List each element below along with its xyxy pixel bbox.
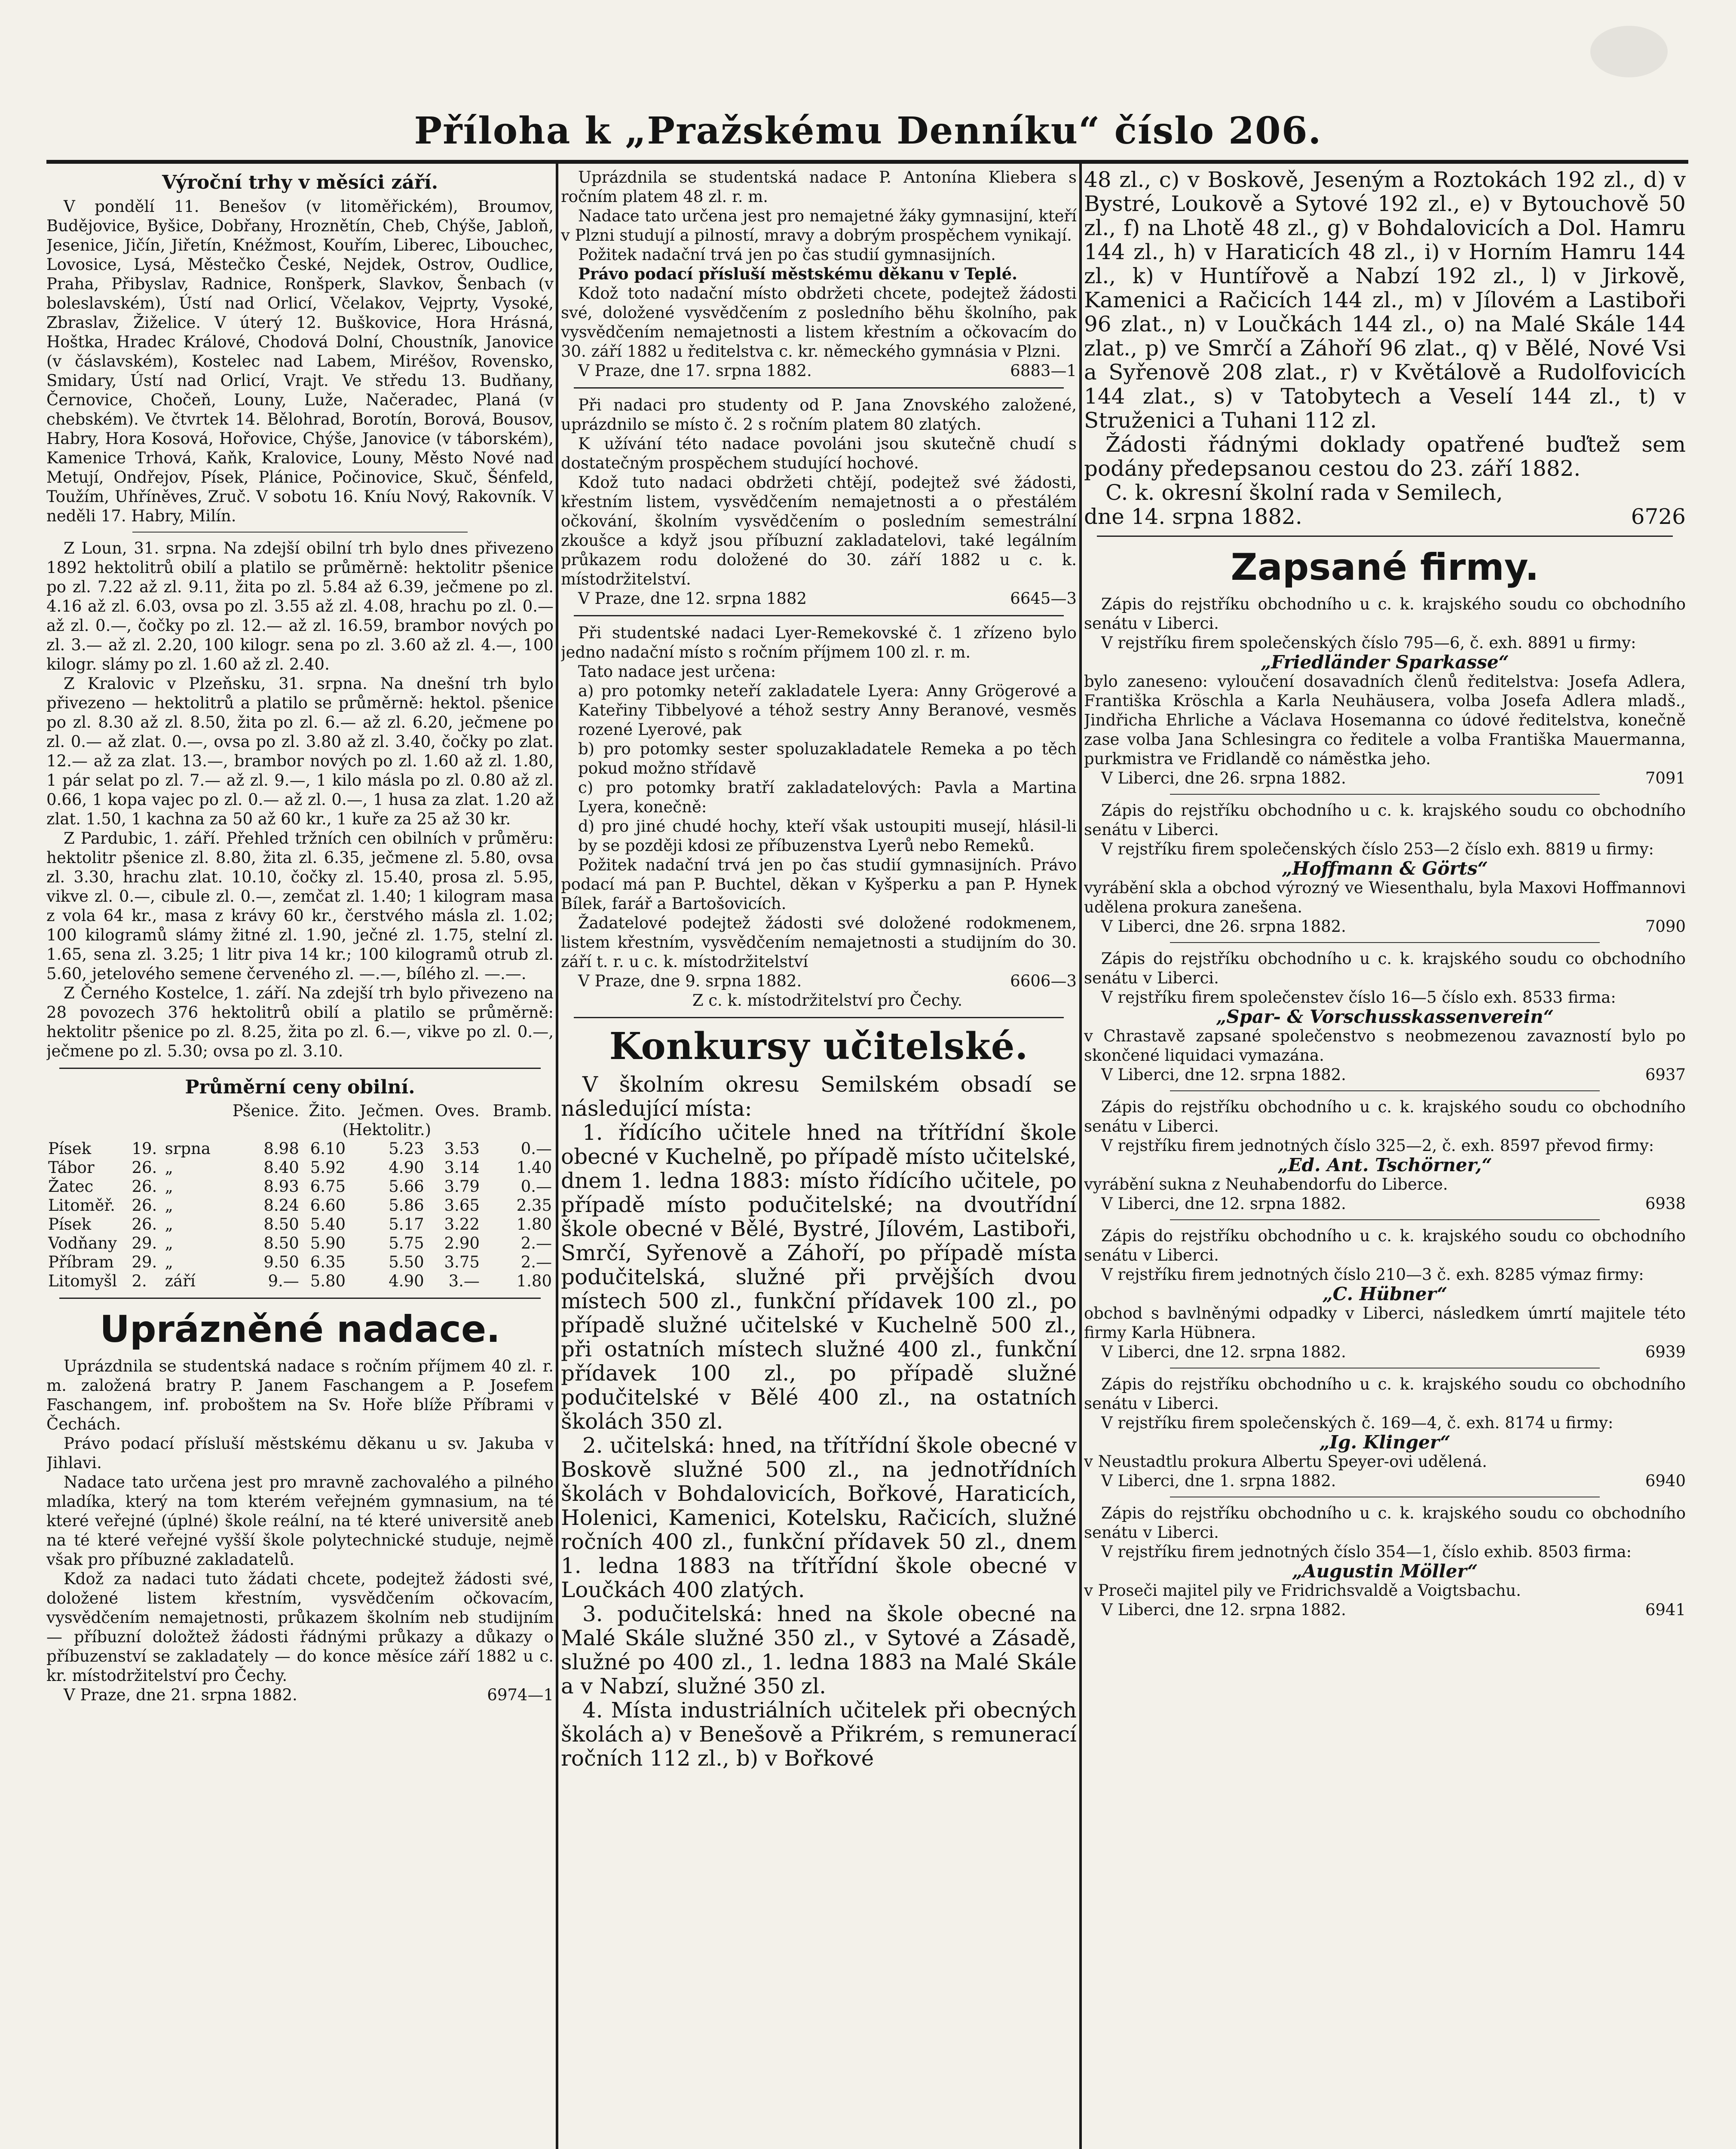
nadace-znovsky: [561, 395, 1077, 608]
separator: [574, 615, 1064, 616]
price-cell: 29.: [132, 1234, 157, 1252]
n2-p3: Kdož tuto nadaci obdržeti chtějí, podejtež své žádosti, křestním listem, vysvědčením nemajetnosti a o přestálém očkování, školním vysvědčením o posledním semestrální zkoušce a když jsou příbuzní zakladatelovi, také legálním průkazem rodu doložené do 30. září 1882 u c. k. místodržitelství.: [561, 473, 1077, 588]
firm-body: vyrábění sukna z Neuhabendorfu do Liberce.: [1084, 1175, 1448, 1194]
konkursy-number: 6726: [1631, 504, 1686, 529]
column-rule-1: [556, 163, 558, 2149]
n3-item: d) pro jiné chudé hochy, kteří však ustoupiti musejí, hlásil-li by se později kdosi ze příbuzenstva Lyerů nebo Remeků.: [578, 817, 1077, 855]
price-cell: 2.: [132, 1272, 147, 1290]
report-loun: Z Loun, 31. srpna. Na zdejší obilní trh bylo dnes přivezeno 1892 hektolitrů obilí a platilo se průměrně: hektolitr pšenice po zl. 7.22 až zl. 9.11, žita po zl. 5.84 až 6.39, ječmene po zl. 4.16 až zl. 6.03, ovsa po zl. 3.55 až zl. 4.08, hrachu po zl. 0.— až zl. 0.—, čočky po zl. 12.— až zl. 16.59, brambor nových po zl. 3.— až zl. 2.20, 100 kilogr. sena po zl. 3.60 až zl. 4.—, 100 kilogr. slámy po zl. 1.60 až zl. 2.40.: [46, 539, 554, 673]
firm-body: obchod s bavlněnými odpadky v Liberci, následkem úmrtí majitele této firmy Karla Hübnera.: [1084, 1304, 1686, 1342]
konkursy-from: C. k. okresní školní rada v Semilech,: [1105, 480, 1503, 505]
separator: [1170, 794, 1600, 795]
price-cell: 4.90: [389, 1272, 424, 1290]
firms-list: [1084, 594, 1686, 1619]
price-cell: „: [165, 1158, 173, 1177]
ceny-heading: Průměrní ceny obilní.: [185, 1076, 415, 1098]
n1-p5: Kdož toto nadační místo obdržeti chcete, podejtež žádosti své, doložené vysvědčením z posledního běhu školního, pak vysvědčením nemajetnosti a listem křestním a očkovacím do 30. září 1882 u ředitelstva c. kr. německého gymnásia v Plzni.: [561, 284, 1077, 361]
firm-name: „Ig. Klinger“: [1319, 1432, 1451, 1453]
column-3: [1084, 168, 1686, 2149]
price-cell: Písek: [48, 1215, 92, 1234]
n3-sig-date: V Praze, dne 9. srpna 1882.: [578, 972, 802, 990]
price-row: [46, 1234, 554, 1253]
price-column-header: Pšenice.: [232, 1102, 299, 1120]
firm-intro: Zápis do rejstříku obchodního u c. k. krajského soudu co obchodního senátu v Liberci.: [1084, 801, 1686, 839]
firm-date: V Liberci, dne 26. srpna 1882.: [1101, 769, 1346, 787]
konkursy-p2: 1. řídícího učitele hned na třítřídní škole obecné v Kuchelně, po případě místo učitelské, dnem 1. ledna 1883: místo řídícího učitele, po případě místo podučitelské; na dvoutřídní škole obecné v Bělé, Bystré, Jílovém, Lastiboři, Smrčí, Syřenově a Záhoří, po případě místa podučitelská, služné při prvějších dvou místech 500 zl., funkční přídavek 100 zl., po případě služné učitelské v Kuchelně 500 zl., při ostatních místech služné 400 zl., funkční přídavek 100 zl., po případě služné podučitelské v Bělé 400 zl., na ostatních školách 350 zl.: [561, 1120, 1077, 1434]
konkursy-p5: 4. Místa industriálních učitelek při obecných školách a) v Benešově a Přikrém, s remunerací ročních 112 zl., b) v Bořkové: [561, 1698, 1077, 1771]
n1-p2: Nadace tato určena jest pro nemajetné žáky gymnasijní, kteří v Plzni studují a pilností, mravy a dobrým prospěchem vynikají.: [561, 207, 1077, 245]
firm-register: V rejstříku firem společenských č. 169—4, č. exh. 8174 u firmy:: [1101, 1414, 1614, 1432]
firm-name: „C. Hübner“: [1322, 1283, 1448, 1304]
price-column-header: Bramb.: [493, 1102, 552, 1120]
firm-intro: Zápis do rejstříku obchodního u c. k. krajského soudu co obchodního senátu v Liberci.: [1084, 1375, 1686, 1413]
price-cell: 0.—: [520, 1139, 552, 1158]
price-row: [46, 1177, 554, 1196]
price-cell: 5.17: [389, 1215, 424, 1234]
price-column-header: [163, 1102, 220, 1120]
price-cell: 3.22: [444, 1215, 480, 1234]
separator: [59, 1068, 541, 1069]
firm-entry: [1084, 1226, 1686, 1362]
firm-name: „Hoffmann & Görts“: [1282, 858, 1488, 879]
paper-stain: [1590, 26, 1668, 77]
firm-entry: [1084, 1097, 1686, 1213]
price-cell: 26.: [132, 1177, 157, 1196]
firm-entry: [1084, 949, 1686, 1084]
price-cell: 3.14: [444, 1158, 480, 1177]
price-table-header: [46, 1102, 554, 1120]
nadace-heading: Uprázněné nadace.: [100, 1308, 500, 1351]
separator: [1097, 536, 1673, 537]
n2-p2: K užívání této nadace povoláni jsou skutečně chudí s dostatečným prospěchem studující hochové.: [561, 435, 1077, 472]
firm-date: V Liberci, dne 12. srpna 1882.: [1101, 1065, 1346, 1084]
market-reports: [46, 539, 554, 1061]
firm-number: 6938: [1645, 1194, 1686, 1213]
n3-p2: Tato nadace jest určena:: [578, 662, 776, 681]
price-cell: 2.—: [520, 1253, 552, 1271]
price-cell: Litomyšl: [48, 1272, 117, 1290]
nadace-p4: Kdož za nadaci tuto žádati chcete, podejtež žádosti své, doložené listem křestním, vysvědčením očkovacím, vysvědčením nemajetnosti, průkazem školním neb studijním — příbuzní doložtež žádosti řádnými průkazy a důkazy o příbuzenství se zakladately — do konce měsíce září 1882 u c. kr. místodržitelství pro Čechy.: [46, 1570, 554, 1685]
price-column-header: [130, 1102, 163, 1120]
price-cell: 8.98: [263, 1139, 299, 1158]
konkursy-cont: 48 zl., c) v Boskově, Jeseným a Roztokách 192 zl., d) v Bystré, Loukově a Sytové 192 zl., e) v Bytouchově 50 zl., f) na Lhotě 48 zl., g) v Bohdalovicích a Dol. Hamru 144 zl., h) v Haraticích 48 zl., i) v Horním Hamru 144 zl., k) v Huntířově a Nabzí 192 zl., l) v Jirkově, Kamenici a Račicích 144 zl., m) v Jílovém a Lastiboři 96 zlat., n) v Loučkách 144 zl., o) na Malé Skále 144 zlat., p) ve Smrčí a Záhoří 96 zlat., q) v Bělé, Nové Vsi a Syřenově 208 zlat., r) v Květálově a Rudolfovicích 144 zlat., s) v Tatobytech a Veselí 144 zl., t) v Struženici a Tuhani 112 zl.: [1084, 168, 1686, 433]
price-cell: 8.93: [263, 1177, 299, 1196]
firm-body: bylo zaneseno: vyloučení dosavadních členů ředitelstva: Josefa Adlera, Františka Kröschla a Karla Neuhäusera, volba Josefa Adlera mladš., Jindřicha Ehrliche a Václava Hosemanna co údové ředitelstva, konečně zase volba Jana Schlesingra co ředitele a volba Františka Mauermanna, purkmistra ve Fridlandě co náměstka jeho.: [1084, 672, 1686, 768]
nadace-kliebera: [561, 168, 1077, 380]
price-cell: Litoměř.: [48, 1196, 115, 1215]
price-cell: 8.24: [263, 1196, 299, 1215]
price-cell: 29.: [132, 1253, 157, 1271]
separator: [1170, 1090, 1600, 1091]
nadace-p1: Uprázdnila se studentská nadace s ročním příjmem 40 zl. r. m. založená bratry P. Janem Faschangem a P. Josefem Faschangem, inf. proboštem na Sv. Hoře blíže Příbrami v Čechách.: [46, 1357, 554, 1433]
n3-number: 6606—3: [1010, 972, 1077, 990]
price-cell: 6.35: [310, 1253, 346, 1271]
firm-register: V rejstříku firem jednotných číslo 210—3 č. exh. 8285 výmaz firmy:: [1101, 1265, 1644, 1284]
firm-number: 6941: [1645, 1601, 1686, 1619]
price-cell: 8.50: [263, 1215, 299, 1234]
n2-p1: Při nadaci pro studenty od P. Jana Znovského založené, uprázdnilo se místo č. 2 s ročním platem 80 zlatých.: [561, 396, 1077, 434]
firm-register: V rejstříku firem společenských číslo 253—2 číslo exh. 8819 u firmy:: [1101, 840, 1654, 858]
firm-intro: Zápis do rejstříku obchodního u c. k. krajského soudu co obchodního senátu v Liberci.: [1084, 1227, 1686, 1264]
firm-entry: [1084, 594, 1686, 788]
price-cell: 2.90: [444, 1234, 480, 1252]
firm-intro: Zápis do rejstříku obchodního u c. k. krajského soudu co obchodního senátu v Liberci.: [1084, 1504, 1686, 1542]
price-cell: 3.75: [444, 1253, 480, 1271]
price-cell: 26.: [132, 1215, 157, 1234]
price-row: [46, 1272, 554, 1291]
firm-entry: [1084, 801, 1686, 936]
n1-number: 6883—1: [1010, 361, 1077, 380]
n3-p4: Žadatelové podejtež žádosti své doložené rodokmenem, listem křestním, vysvědčením nemajetnosti a studijním do 30. září t. r. u c. k. místodržitelství: [561, 914, 1077, 971]
firm-intro: Zápis do rejstříku obchodního u c. k. krajského soudu co obchodního senátu v Liberci.: [1084, 595, 1686, 633]
price-cell: 9.—: [268, 1272, 299, 1290]
price-cell: 6.60: [310, 1196, 346, 1215]
firm-register: V rejstříku firem společenstev číslo 16—5 číslo exh. 8533 firma:: [1101, 988, 1616, 1007]
nadace-number: 6974—1: [487, 1686, 554, 1704]
firm-register: V rejstříku firem jednotných číslo 325—2, č. exh. 8597 převod firmy:: [1101, 1136, 1654, 1155]
firm-number: 7091: [1645, 769, 1686, 787]
n2-number: 6645—3: [1010, 589, 1077, 608]
firm-name: „Augustin Möller“: [1292, 1561, 1478, 1582]
n3-p3: Požitek nadační trvá jen po čas studií gymnasijních. Právo podací má pan P. Buchtel, děkan v Kyšperku a pan P. Hynek Bílek, farář a Bartošovicích.: [561, 856, 1077, 913]
nadace-p2: Právo podací přísluší městskému děkanu u sv. Jakuba v Jihlavi.: [46, 1434, 554, 1472]
price-row: [46, 1253, 554, 1272]
price-cell: 3.53: [444, 1139, 480, 1158]
separator: [59, 1298, 541, 1299]
firm-body: v Chrastavě zapsané společenstvo s neobmezenou zavazností bylo po skončené liquidaci vymazána.: [1084, 1027, 1686, 1065]
konkursy-continued: [1084, 168, 1686, 529]
firm-signature: [1084, 1471, 1686, 1491]
price-cell: Písek: [48, 1139, 92, 1158]
firm-name: „Spar- & Vorschusskassenverein“: [1216, 1006, 1554, 1027]
trhy-heading: Výroční trhy v měsíci září.: [162, 171, 438, 193]
n3-signature: [561, 971, 1077, 991]
report-kralovice: Z Kralovic v Plzeňsku, 31. srpna. Na dnešní trh bylo přivezeno — hektolitrů a platilo se průměrně: hektol. pšenice po zl. 8.30 až zl. 8.50, žita po zl. 6.— až zl. 6.20, ječmene po zl. 0.— až zlat. 0.—, ovsa po zl. 3.80 až zl. 3.40, čočky po zlat. 12.— až za zlat. 13.—, brambor nových po zl. 1.60 až zl. 1.80, 1 pár selat po zl. 7.— až zl. 9.—, 1 kilo másla po zl. 0.80 až zl. 0.66, 1 kopa vajec po zl. 0.— až zl. 0.—, 1 husa za zlat. 1.20 až zlat. 1.50, 1 kachna za 50 až 60 kr., 1 kuře za 25 až 30 kr.: [46, 674, 554, 828]
price-table-body: [46, 1139, 554, 1291]
price-table-unit-row: [46, 1120, 554, 1139]
price-row: [46, 1196, 554, 1215]
firm-signature: [1084, 768, 1686, 788]
firm-date: V Liberci, dne 26. srpna 1882.: [1101, 917, 1346, 936]
konkursy-p4: 3. podučitelská: hned na škole obecné na Malé Skále služné 350 zl., v Sytové a Zásadě, služné po 400 zl., 1. ledna 1883 na Malé Skále a v Nabzí, služné 350 zl.: [561, 1601, 1077, 1699]
n1-signature: [561, 361, 1077, 380]
firm-number: 7090: [1645, 917, 1686, 936]
firm-number: 6939: [1645, 1343, 1686, 1361]
n2-sig-date: V Praze, dne 12. srpna 1882: [578, 589, 807, 608]
price-cell: 2.35: [516, 1196, 552, 1215]
firm-register: V rejstříku firem společenských číslo 795—6, č. exh. 8891 u firmy:: [1101, 634, 1636, 652]
price-cell: 5.50: [389, 1253, 424, 1271]
konkursy-block: [561, 1072, 1077, 1770]
price-row: [46, 1158, 554, 1177]
firm-body: v Neustadtlu prokura Albertu Speyer-ovi udělená.: [1084, 1452, 1487, 1471]
price-cell: 6.10: [310, 1139, 346, 1158]
n3-from: Z c. k. místodržitelství pro Čechy.: [692, 991, 963, 1010]
firm-number: 6940: [1645, 1472, 1686, 1490]
price-cell: 1.40: [516, 1158, 552, 1177]
price-cell: 5.90: [310, 1234, 346, 1252]
column-1: [46, 168, 554, 2149]
separator: [132, 532, 468, 533]
firm-number: 6937: [1645, 1065, 1686, 1084]
firm-signature: [1084, 1194, 1686, 1213]
firm-entry: [1084, 1375, 1686, 1491]
price-cell: 5.92: [310, 1158, 346, 1177]
price-cell: „: [165, 1253, 173, 1271]
firm-entry: [1084, 1503, 1686, 1619]
firm-intro: Zápis do rejstříku obchodního u c. k. krajského soudu co obchodního senátu v Liberci.: [1084, 1098, 1686, 1136]
price-column-header: [46, 1102, 130, 1120]
price-cell: 4.90: [389, 1158, 424, 1177]
separator: [574, 1017, 1064, 1018]
price-row: [46, 1215, 554, 1234]
separator: [574, 387, 1064, 389]
konkursy-signature: [1084, 505, 1686, 529]
price-cell: 3.—: [448, 1272, 480, 1290]
price-cell: „: [165, 1196, 173, 1215]
firm-signature: [1084, 1065, 1686, 1084]
konkursy-heading: Konkursy učitelské.: [609, 1025, 1029, 1068]
price-cell: „: [165, 1215, 173, 1234]
price-column-header: Ječmen.: [359, 1102, 424, 1120]
price-cell: Vodňany: [48, 1234, 117, 1252]
nadace-sig-date: V Praze, dne 21. srpna 1882.: [64, 1686, 297, 1704]
firm-signature: [1084, 917, 1686, 936]
price-cell: 2.—: [520, 1234, 552, 1252]
price-cell: září: [165, 1272, 196, 1290]
price-cell: „: [165, 1177, 173, 1196]
konkursy-p1: V školním okresu Semilském obsadí se následující místa:: [561, 1072, 1077, 1121]
price-cell: 8.50: [263, 1234, 299, 1252]
n1-p1: Uprázdnila se studentská nadace P. Antonína Kliebera s ročním platem 48 zl. r. m.: [561, 168, 1077, 206]
firm-date: V Liberci, dne 12. srpna 1882.: [1101, 1194, 1346, 1213]
konkursy-p3: 2. učitelská: hned, na třítřídní škole obecné v Boskově služné 500 zl., na jednotřídních školách v Bohdalovicích, Bořkové, Haraticích, Holenici, Kamenici, Kotelsku, Račicích, služné ročních 400 zl., funkční přídavek 50 zl., dnem 1. ledna 1883 na třítřídní škole obecné v Loučkách 400 zlatých.: [561, 1433, 1077, 1602]
price-cell: 6.75: [310, 1177, 346, 1196]
price-cell: 5.23: [389, 1139, 424, 1158]
price-cell: 26.: [132, 1196, 157, 1215]
price-cell: 0.—: [520, 1177, 552, 1196]
firm-body: v Proseči majitel pily ve Fridrichsvaldě a Voigtsbachu.: [1084, 1581, 1521, 1600]
firm-date: V Liberci, dne 12. srpna 1882.: [1101, 1343, 1346, 1361]
konkursy-cont2: Žádosti řádnými doklady opatřené buďtež sem podány předepsanou cestou do 23. září 1882.: [1084, 432, 1686, 481]
n3-p1: Při studentské nadaci Lyer-Remekovské č. 1 zřízeno bylo jedno nadační místo s ročním příjmem 100 zl. r. m.: [561, 624, 1077, 661]
firm-body: vyrábění skla a obchod výrozný ve Wiesenthalu, byla Maxovi Hoffmannovi udělena prokura zanešena.: [1084, 879, 1686, 916]
price-cell: Žatec: [48, 1177, 94, 1196]
price-unit: (Hektolitr.): [342, 1120, 432, 1139]
price-cell: 3.79: [444, 1177, 480, 1196]
price-cell: 19.: [132, 1139, 157, 1158]
price-cell: 3.65: [444, 1196, 480, 1215]
firm-date: V Liberci, dne 12. srpna 1882.: [1101, 1601, 1346, 1619]
n3-item: a) pro potomky neteří zakladatele Lyera: Anny Grögerové a Kateřiny Tibbelyové a téhož sestry Anny Beranové, vesměs rozené Lyerové, pak: [578, 682, 1077, 739]
firm-intro: Zápis do rejstříku obchodního u c. k. krajského soudu co obchodního senátu v Liberci.: [1084, 949, 1686, 987]
n1-p4: Právo podací přísluší městskému děkanu v Teplé.: [578, 264, 1017, 283]
report-pardubice: Z Pardubic, 1. září. Přehled tržních cen obilních v průměru: hektolitr pšenice zl. 8.80, žita zl. 6.35, ječmene zl. 5.80, ovsa zl. 3.30, hrachu zlat. 10.10, čočky zl. 15.40, prosa zl. 5.95, vikve zl. 0.—, cibule zl. 0.—, zemčat zl. 1.40; 1 kilogram masa z vola 64 kr., masa z krávy 60 kr., čerstvého másla zl. 1.02; 100 kilogramů slámy žitné zl. 1.90, ječné zl. 1.75, stelní zl. 1.65, sena zl. 3.25; 1 litr piva 14 kr.; 100 kilogramů otrub zl. 5.60, jetelového semene červeného zl. —.—, bílého zl. —.—.: [46, 829, 554, 983]
konkursy-date: dne 14. srpna 1882.: [1084, 504, 1302, 529]
price-cell: 9.50: [263, 1253, 299, 1271]
firmy-heading: Zapsané firmy.: [1231, 546, 1539, 589]
nadace-p3: Nadace tato určena jest pro mravně zachovalého a pilného mladíka, který na tom kterém veřejném gymnasium, na té které veřejné (úplné) škole reální, na té které universitě aneb na té které veřejné vyšší škole polytechnické studuje, nejmě však pro příbuzné zakladatelů.: [46, 1473, 554, 1569]
price-cell: 5.66: [389, 1177, 424, 1196]
price-cell: Tábor: [48, 1158, 95, 1177]
price-cell: Příbram: [48, 1253, 114, 1271]
firm-name: „Friedländer Sparkasse“: [1261, 652, 1509, 673]
title-rule: [46, 160, 1688, 164]
price-cell: srpna: [165, 1139, 211, 1158]
report-kostelec: Z Černého Kostelce, 1. září. Na zdejší trh bylo přivezeno na 28 povozech 376 hektolitrů obilí a platilo se průměrně: hektolitr pšenice po zl. 8.25, žita po zl. 6.—, vikve po zl. 0.—, ječmene po zl. 5.30; ovsa po zl. 3.10.: [46, 984, 554, 1060]
firm-date: V Liberci, dne 1. srpna 1882.: [1101, 1472, 1336, 1490]
n1-sig-date: V Praze, dne 17. srpna 1882.: [578, 361, 812, 380]
price-cell: „: [165, 1234, 173, 1252]
price-cell: 5.40: [310, 1215, 346, 1234]
page-title: Příloha k „Pražskému Denníku“ číslo 206.: [414, 109, 1322, 153]
nadace-block: [46, 1356, 554, 1705]
price-cell: 5.86: [389, 1196, 424, 1215]
price-row: [46, 1139, 554, 1158]
column-rule-2: [1079, 163, 1082, 2149]
trhy-text-block: [46, 197, 554, 526]
nadace-signature: [46, 1685, 554, 1705]
column-2: [561, 168, 1077, 2149]
price-table: [46, 1102, 554, 1291]
price-column-header: Žito.: [309, 1102, 346, 1120]
price-cell: 8.40: [263, 1158, 299, 1177]
firm-name: „Ed. Ant. Tschörner,“: [1277, 1154, 1492, 1176]
trhy-text: V pondělí 11. Benešov (v litoměřickém), Broumov, Budějovice, Byšice, Dobřany, Hroznětín, Cheb, Chýše, Jabloň, Jesenice, Jičín, Jiřetín, Knéžmost, Kouřím, Liberec, Libouchec, Lovosice, Lysá, Městečko České, Nejdek, Ostrov, Oudlice, Praha, Přibyslav, Radnice, Ronšperk, Slavkov, Šenbach (v boleslavském), Ústí nad Orlicí, Včelakov, Vejprty, Vysoké, Zbraslav, Žiželice. V úterý 12. Buškovice, Hora Hrásná, Hoštka, Hradec Králové, Chodová Dolní, Choustník, Janovice (v čáslavském), Kostelec nad Labem, Miréšov, Rovensko, Smidary, Ústí nad Orlicí, Vrajt. Ve středu 13. Budňany, Černovice, Chočeň, Louny, Luže, Načeradec, Planá (v chebském). Ve čtvrtek 14. Bělohrad, Borotín, Borová, Bousov, Habry, Hora Kosová, Hořovice, Chýše, Janovice (v táborském), Kamenice Trhová, Kaňk, Kralovice, Louny, Město Nové nad Metují, Ondřejov, Písek, Plánice, Počinovice, Skuč, Šénfeld, Toužím, Uhříněves, Zruč. V sobotu 16. Kníu Nový, Rakovník. V neděli 17. Habry, Milín.: [46, 197, 554, 525]
n2-signature: [561, 589, 1077, 608]
firm-register: V rejstříku firem jednotných číslo 354—1, číslo exhib. 8503 firma:: [1101, 1543, 1632, 1561]
price-cell: 5.75: [389, 1234, 424, 1252]
separator: [1170, 1219, 1600, 1220]
firm-signature: [1084, 1342, 1686, 1362]
n1-p3: Požitek nadační trvá jen po čas studií gymnasijních.: [578, 245, 996, 264]
firm-signature: [1084, 1600, 1686, 1619]
price-cell: 26.: [132, 1158, 157, 1177]
nadace-lyer: [561, 623, 1077, 1010]
n3-item: c) pro potomky bratří zakladatelových: Pavla a Martina Lyera, konečně:: [578, 778, 1077, 816]
n3-item: b) pro potomky sester spoluzakladatele Remeka a po těch pokud možno střídavě: [578, 740, 1077, 778]
price-cell: 1.80: [516, 1272, 552, 1290]
separator: [1170, 942, 1600, 943]
price-cell: 5.80: [310, 1272, 346, 1290]
price-cell: 1.80: [516, 1215, 552, 1234]
price-column-header: Oves.: [435, 1102, 480, 1120]
